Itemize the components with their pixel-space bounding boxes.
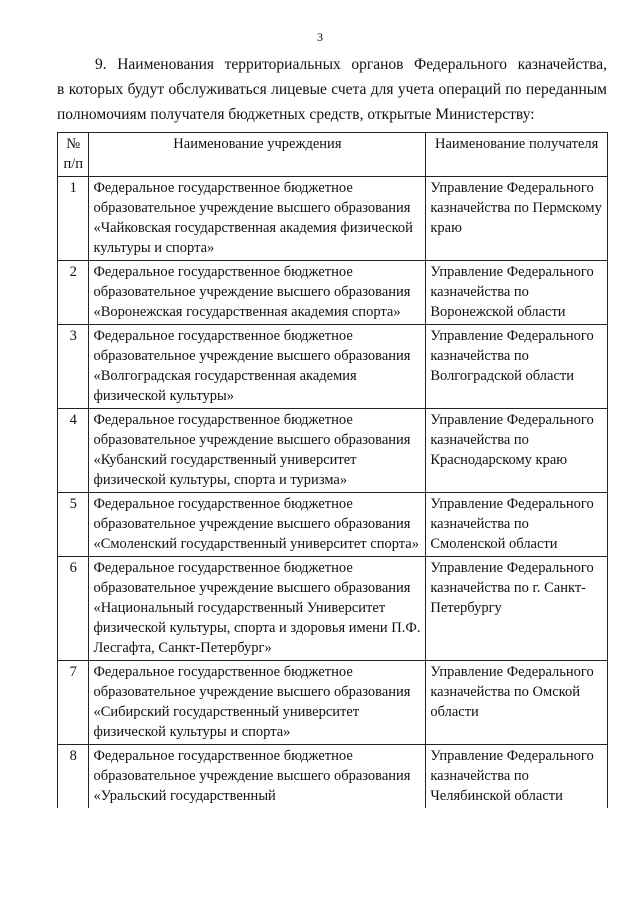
row-institution-name: Федеральное государственное бюджетное образовательное учреждение высшего образования «Уральский государственный <box>89 745 426 809</box>
row-num: 5 <box>58 493 89 557</box>
row-recipient: Управление Федерального казначейства по Челябинской области <box>426 745 608 809</box>
row-institution-name: Федеральное государственное бюджетное образовательное учреждение высшего образования «Воронежская государственная академия спорта» <box>89 261 426 325</box>
row-institution-name: Федеральное государственное бюджетное образовательное учреждение высшего образования «Кубанский государственный университет физической культуры, спорта и туризма» <box>89 409 426 493</box>
table-row <box>58 409 608 493</box>
row-num: 6 <box>58 557 89 661</box>
table-header-row <box>58 133 608 177</box>
row-institution-name: Федеральное государственное бюджетное образовательное учреждение высшего образования «Чайковская государственная академия физической культуры и спорта» <box>89 177 426 261</box>
row-institution-name: Федеральное государственное бюджетное образовательное учреждение высшего образования «Смоленский государственный университет спорта» <box>89 493 426 557</box>
row-num: 8 <box>58 745 89 809</box>
row-num: 2 <box>58 261 89 325</box>
intro-paragraph <box>57 52 607 127</box>
row-num: 7 <box>58 661 89 745</box>
row-institution-name: Федеральное государственное бюджетное образовательное учреждение высшего образования «Волгоградская государственная академия физической культуры» <box>89 325 426 409</box>
row-institution-name: Федеральное государственное бюджетное образовательное учреждение высшего образования «Национальный государственный Университет физической культуры, спорта и здоровья имени П.Ф. Лесгафта, Санкт-Петербург» <box>89 557 426 661</box>
row-recipient: Управление Федерального казначейства по Омской области <box>426 661 608 745</box>
header-name: Наименование учреждения <box>89 133 426 177</box>
table-row <box>58 557 608 661</box>
table-row <box>58 325 608 409</box>
header-num: № п/п <box>58 133 89 177</box>
table-row <box>58 745 608 809</box>
table-row <box>58 177 608 261</box>
row-recipient: Управление Федерального казначейства по г. Санкт-Петербургу <box>426 557 608 661</box>
intro-line-3: полномочиям получателя бюджетных средств, открытые Министерству: <box>57 106 535 123</box>
row-institution-name: Федеральное государственное бюджетное образовательное учреждение высшего образования «Сибирский государственный университет физической культуры и спорта» <box>89 661 426 745</box>
table-row <box>58 661 608 745</box>
row-recipient: Управление Федерального казначейства по Воронежской области <box>426 261 608 325</box>
table-row <box>58 261 608 325</box>
row-recipient: Управление Федерального казначейства по Смоленской области <box>426 493 608 557</box>
header-recipient: Наименование получателя <box>426 133 608 177</box>
row-num: 4 <box>58 409 89 493</box>
row-recipient: Управление Федерального казначейства по Пермскому краю <box>426 177 608 261</box>
intro-line-1: 9. Наименования территориальных органов Федерального казначейства, <box>95 56 607 73</box>
row-num: 3 <box>58 325 89 409</box>
row-recipient: Управление Федерального казначейства по Краснодарскому краю <box>426 409 608 493</box>
institutions-table <box>57 132 608 808</box>
row-recipient: Управление Федерального казначейства по Волгоградской области <box>426 325 608 409</box>
row-num: 1 <box>58 177 89 261</box>
table-row <box>58 493 608 557</box>
page-number: 3 <box>317 30 323 44</box>
intro-line-2: в которых будут обслуживаться лицевые счета для учета операций по переданным <box>57 81 607 98</box>
